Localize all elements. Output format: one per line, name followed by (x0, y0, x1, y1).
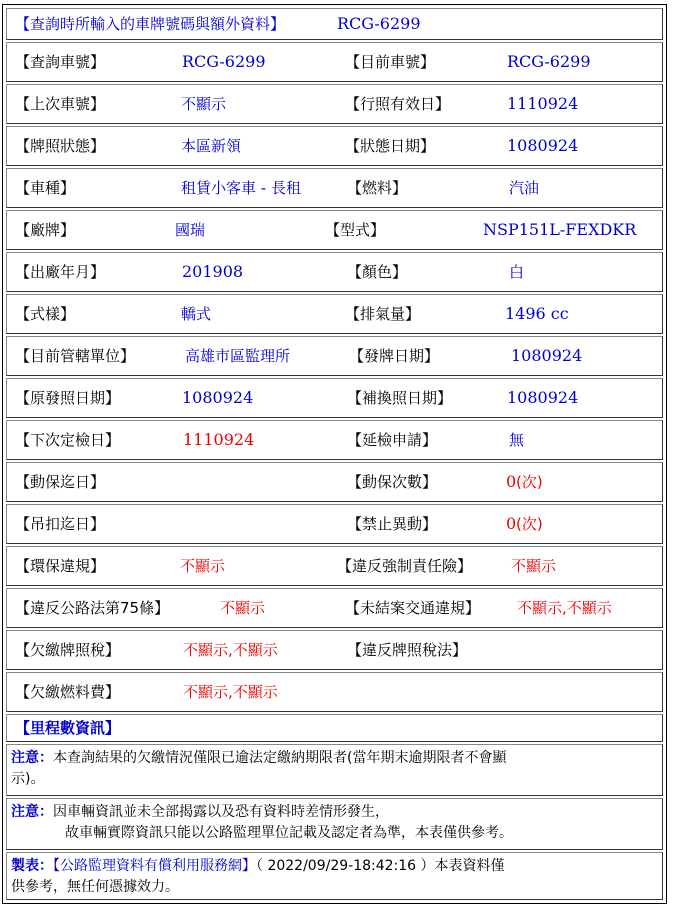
label-current-plate: 【目前車號】 (345, 53, 436, 71)
row-unpaid-fuel-fee (6, 672, 663, 712)
label-suspension-end-date: 【吊扣迄日】 (15, 515, 106, 533)
label-color: 【顏色】 (347, 263, 408, 281)
value-lien-count-unit: (次) (516, 473, 543, 491)
value-license-valid-date: 1110924 (507, 94, 579, 113)
note-3-label: 製表： (11, 858, 53, 874)
note-data-disclaimer-line2: 故車輛實際資訊只能以公路監理單位記載及認定者為準，本表僅供參考。 (65, 825, 513, 841)
value-previous-plate: 不顯示 (181, 95, 227, 113)
label-next-inspection: 【下次定檢日】 (15, 431, 121, 449)
label-manufacture-date: 【出廠年月】 (15, 263, 106, 281)
label-displacement: 【排氣量】 (345, 305, 421, 323)
query-header-plate: RCG-6299 (337, 14, 421, 33)
value-unsettled-traffic-violation: 不顯示,不顯示 (517, 599, 612, 617)
label-brand: 【廠牌】 (15, 221, 76, 239)
row-highway-act-violation (6, 588, 663, 628)
label-unpaid-fuel-fee: 【欠繳燃料費】 (15, 683, 121, 701)
row-original-license-date (6, 378, 663, 418)
value-model: NSP151L-FEXDKR (483, 220, 637, 239)
row-mileage-info (6, 714, 663, 742)
value-color: 白 (509, 263, 525, 281)
label-query-plate: 【查詢車號】 (15, 53, 106, 71)
label-insurance-violation: 【違反強制責任險】 (337, 557, 473, 575)
row-manufacture-date (6, 252, 663, 292)
value-query-plate: RCG-6299 (182, 52, 266, 71)
row-jurisdiction (6, 336, 663, 376)
label-reissue-date: 【補換照日期】 (347, 389, 453, 407)
label-lien-count: 【動保次數】 (347, 473, 438, 491)
label-fuel: 【燃料】 (347, 179, 408, 197)
value-displacement: 1496 cc (505, 304, 569, 323)
row-body-style (6, 294, 663, 334)
label-jurisdiction: 【目前管轄單位】 (15, 347, 136, 365)
note-1-text: 本查詢結果的欠繳情況僅限已逾法定繳納期限者(當年期末逾期限者不會顯 (53, 750, 507, 766)
value-lien-count: 0 (506, 472, 517, 491)
note-generated-by-line2: 供參考，無任何憑據效力。 (11, 879, 179, 895)
value-highway-act-violation: 不顯示 (220, 599, 266, 617)
value-jurisdiction: 高雄市區監理所 (185, 347, 291, 365)
row-brand (6, 210, 663, 250)
value-current-plate: RCG-6299 (507, 52, 591, 71)
label-status-date: 【狀態日期】 (345, 137, 436, 155)
label-plate-status: 【牌照狀態】 (15, 137, 106, 155)
label-license-tax-violation: 【違反牌照稅法】 (347, 641, 468, 659)
note-unpaid-scope-line1 (11, 748, 506, 769)
value-status-date: 1080924 (507, 136, 579, 155)
value-unpaid-fuel-fee: 不顯示,不顯示 (183, 683, 278, 701)
row-vehicle-type (6, 168, 663, 208)
mileage-info-heading: 【里程數資訊】 (15, 719, 121, 737)
value-inspection-extension: 無 (509, 431, 525, 449)
note-data-disclaimer-line1 (11, 802, 389, 823)
row-previous-plate (6, 84, 663, 124)
value-brand: 國瑞 (175, 221, 206, 239)
label-inspection-extension: 【延檢申請】 (347, 431, 438, 449)
value-original-license-date: 1080924 (182, 388, 254, 407)
label-lien-end-date: 【動保迄日】 (15, 473, 106, 491)
value-unpaid-license-tax: 不顯示,不顯示 (183, 641, 278, 659)
value-transfer-ban-unit: (次) (516, 515, 543, 533)
label-previous-plate: 【上次車號】 (15, 95, 106, 113)
label-original-license-date: 【原發照日期】 (15, 389, 121, 407)
label-body-style: 【式樣】 (15, 305, 76, 323)
value-manufacture-date: 201908 (182, 262, 244, 281)
row-unpaid-license-tax (6, 630, 663, 670)
note-generated-by-line1 (11, 856, 505, 877)
value-vehicle-type: 租賃小客車 - 長租 (181, 179, 301, 197)
row-lien-end-date (6, 462, 663, 502)
label-license-valid-date: 【行照有效日】 (345, 95, 451, 113)
row-query-plate (6, 42, 663, 82)
note-1-label: 注意： (11, 750, 53, 766)
row-environmental-violation (6, 546, 663, 586)
label-highway-act-violation: 【違反公路法第75條】 (15, 599, 170, 617)
value-environmental-violation: 不顯示 (180, 557, 226, 575)
query-header-title: 【查詢時所輸入的車牌號碼與額外資料】 (15, 15, 286, 33)
value-body-style: 轎式 (181, 305, 212, 323)
value-issue-date: 1080924 (511, 346, 583, 365)
generated-timestamp-text: （ 2022/09/29-18:42:16 ）本表資料僅 (256, 858, 505, 874)
value-plate-status: 本區新領 (181, 137, 242, 155)
note-data-disclaimer (6, 798, 663, 850)
row-plate-status (6, 126, 663, 166)
row-suspension-end-date (6, 504, 663, 544)
label-transfer-ban: 【禁止異動】 (347, 515, 438, 533)
label-environmental-violation: 【環保違規】 (15, 557, 106, 575)
label-model: 【型式】 (325, 221, 386, 239)
query-header-row (6, 8, 663, 40)
note-unpaid-scope-line2: 示)。 (11, 771, 45, 787)
row-next-inspection (6, 420, 663, 460)
service-network-link[interactable]: 【公路監理資料有償利用服務網】 (53, 858, 256, 874)
note-2-label: 注意： (11, 804, 53, 820)
label-unpaid-license-tax: 【欠繳牌照稅】 (15, 641, 121, 659)
value-insurance-violation: 不顯示 (511, 557, 557, 575)
value-reissue-date: 1080924 (507, 388, 579, 407)
vehicle-report-table (2, 4, 667, 904)
note-2-text: 因車輛資訊並未全部揭露以及恐有資料時差情形發生， (53, 804, 389, 820)
label-vehicle-type: 【車種】 (15, 179, 76, 197)
value-transfer-ban: 0 (506, 514, 517, 533)
label-issue-date: 【發牌日期】 (349, 347, 440, 365)
value-next-inspection: 1110924 (183, 430, 255, 449)
note-generated-by (6, 852, 663, 900)
label-unsettled-traffic-violation: 【未結案交通違規】 (345, 599, 481, 617)
value-fuel: 汽油 (509, 179, 540, 197)
note-unpaid-scope (6, 744, 663, 796)
